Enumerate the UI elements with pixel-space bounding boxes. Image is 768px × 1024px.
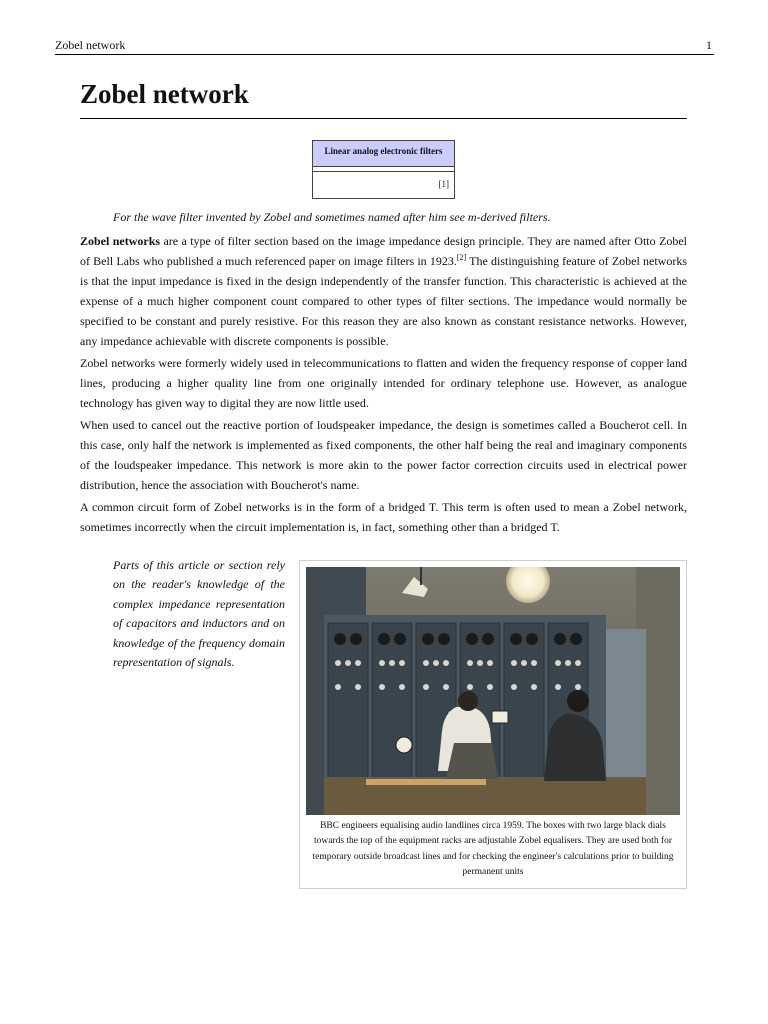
title-divider <box>80 118 687 119</box>
page-title: Zobel network <box>80 79 249 109</box>
paragraph-1 <box>80 231 687 351</box>
hatnote: For the wave filter invented by Zobel and sometimes named after him see m-derived filters. <box>113 210 551 224</box>
citation-2[interactable]: [2] <box>456 253 467 262</box>
figure <box>299 560 687 889</box>
page-number: 1 <box>706 38 712 52</box>
paragraph-3: When used to cancel out the reactive portion of loudspeaker impedance, the design is sometimes called a Boucherot cell. In this case, only half the network is implemented as fixed components, the other half being the real and imaginary components of the loudspeaker impedance. This network is more akin to the power factor correction circuits used in electrical power distribution, hence the association with Boucherot's name. <box>80 418 687 492</box>
knowledge-note: Parts of this article or section rely on the reader's knowledge of the complex impedance representation of capacitors and inductors and on knowledge of the frequency domain representation of signals. <box>113 558 285 670</box>
paragraph-4: A common circuit form of Zobel networks is in the form of a bridged T. This term is often used to mean a Zobel network, sometimes incorrectly when the circuit implementation is, in fact, something other than a bridged T. <box>80 500 687 534</box>
paragraph-2: Zobel networks were formerly widely used in telecommunications to flatten and widen the frequency response of copper land lines, producing a higher quality line from one originally intended for ordinary telephone use. However, as analogue technology has given way to digital they are now little used. <box>80 356 687 410</box>
bbc-engineers-photo[interactable] <box>306 567 680 815</box>
running-header <box>55 36 714 55</box>
running-header-title: Zobel network <box>55 38 126 52</box>
infobox-heading[interactable]: Linear analog electronic filters <box>313 141 454 167</box>
figure-caption: BBC engineers equalising audio landlines circa 1959. The boxes with two large black dials towards the top of the equipment racks are adjustable Zobel equalisers. They are used both for temporary outside broadcast lines and for checking the engineer's calculations prior to building permanent units <box>312 821 674 877</box>
bold-term: Zobel networks <box>80 234 161 248</box>
paragraph-1-text-a: are a type of filter section based on the image impedance design principle. They are named after Otto Zobel of Bell Labs who published a much referenced paper on image filters in 1923. <box>80 234 687 268</box>
infobox <box>312 140 455 199</box>
infobox-reference[interactable]: [1] <box>313 171 454 202</box>
article-body <box>80 231 687 539</box>
paragraph-1-text-b: The distinguishing feature of Zobel networks is that the input impedance is fixed in the design independently of the transfer function. This characteristic is achieved at the expense of a much higher component count compared to other types of filter sections. The impedance would normally be specified to be constant and purely resistive. For this reason they are also known as constant resistance networks. However, any impedance achievable with discrete components is possible. <box>80 254 687 348</box>
